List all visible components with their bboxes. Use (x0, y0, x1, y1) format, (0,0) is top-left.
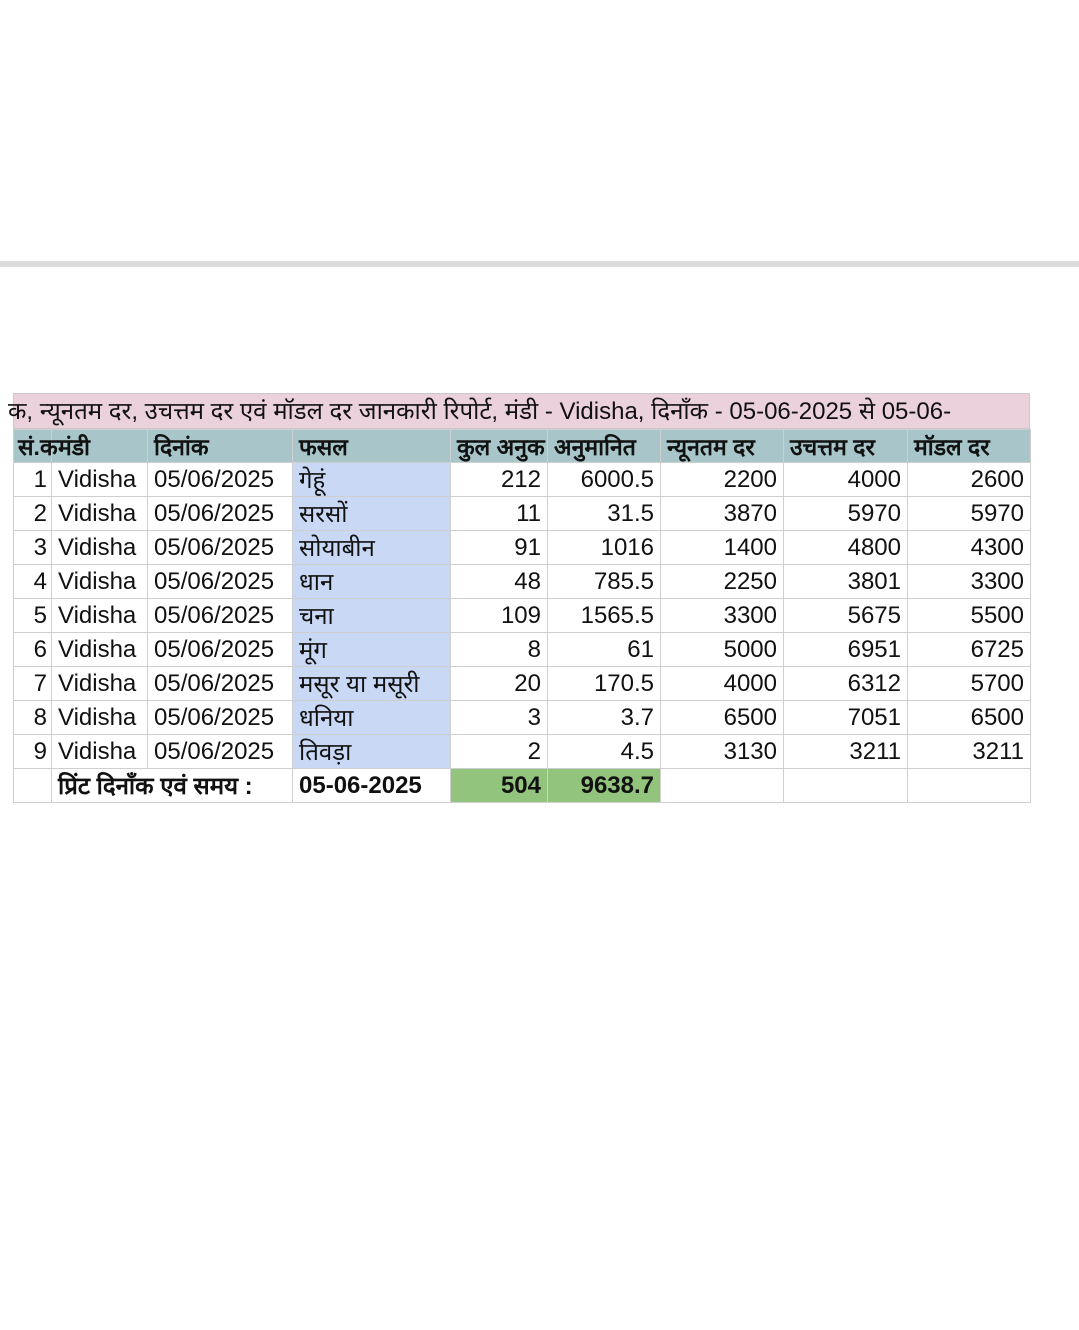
table-cell[interactable]: 1 (14, 463, 52, 497)
header-cell: सं.क (14, 430, 52, 463)
table-cell[interactable]: 3211 (784, 735, 908, 769)
table-cell[interactable]: 91 (451, 531, 548, 565)
table-cell[interactable]: Vidisha (52, 667, 148, 701)
table-cell[interactable]: 6000.5 (548, 463, 661, 497)
table-cell[interactable]: 05/06/2025 (148, 735, 293, 769)
header-cell: दिनांक (148, 430, 293, 463)
table-row (14, 599, 1031, 633)
table-cell[interactable]: 3801 (784, 565, 908, 599)
print-date: 05-06-2025 (293, 769, 451, 803)
table-cell[interactable]: 05/06/2025 (148, 633, 293, 667)
top-divider (0, 261, 1079, 267)
table-cell[interactable]: 05/06/2025 (148, 599, 293, 633)
table-cell[interactable]: 5970 (908, 497, 1031, 531)
table-cell[interactable]: 3 (14, 531, 52, 565)
table-cell[interactable]: धनिया (293, 701, 451, 735)
table-cell[interactable]: 3300 (661, 599, 784, 633)
table-cell[interactable]: 2250 (661, 565, 784, 599)
table-cell[interactable]: 212 (451, 463, 548, 497)
table-cell[interactable]: 4300 (908, 531, 1031, 565)
table-cell[interactable]: 3 (451, 701, 548, 735)
table-cell[interactable]: Vidisha (52, 735, 148, 769)
table-cell[interactable]: 1565.5 (548, 599, 661, 633)
table-cell[interactable]: 3.7 (548, 701, 661, 735)
table-cell[interactable]: Vidisha (52, 463, 148, 497)
header-cell: फसल (293, 430, 451, 463)
footer-empty-cell (908, 769, 1031, 803)
table-cell[interactable]: 3870 (661, 497, 784, 531)
table-cell[interactable]: 05/06/2025 (148, 497, 293, 531)
table-cell[interactable]: 31.5 (548, 497, 661, 531)
table-row (14, 667, 1031, 701)
table-cell[interactable]: 6500 (908, 701, 1031, 735)
table-cell[interactable]: मसूर या मसूरी (293, 667, 451, 701)
table-cell[interactable]: मूंग (293, 633, 451, 667)
table-cell[interactable]: 6 (14, 633, 52, 667)
total-arrivals: 504 (451, 769, 548, 803)
table-row (14, 735, 1031, 769)
table-cell[interactable]: 05/06/2025 (148, 565, 293, 599)
header-cell: अनुमानित (548, 430, 661, 463)
table-row (14, 633, 1031, 667)
table-cell[interactable]: 05/06/2025 (148, 667, 293, 701)
table-cell[interactable]: Vidisha (52, 599, 148, 633)
table-cell[interactable]: Vidisha (52, 531, 148, 565)
header-cell: मॉडल दर (908, 430, 1031, 463)
header-row (14, 430, 1031, 463)
table-row (14, 463, 1031, 497)
table-cell[interactable]: 61 (548, 633, 661, 667)
table-cell[interactable]: 05/06/2025 (148, 701, 293, 735)
report-title: क, न्यूनतम दर, उचत्तम दर एवं मॉडल दर जानकारी रिपोर्ट, मंडी - Vidisha, दिनाँक - 05-06-2025 से 05-06- (13, 393, 1030, 429)
footer-empty-cell (661, 769, 784, 803)
table-cell[interactable]: सोयाबीन (293, 531, 451, 565)
table-cell[interactable]: 6725 (908, 633, 1031, 667)
table-cell[interactable]: 5675 (784, 599, 908, 633)
footer-empty-cell (784, 769, 908, 803)
table-cell[interactable]: 2 (451, 735, 548, 769)
table-cell[interactable]: 7 (14, 667, 52, 701)
table-cell[interactable]: 8 (14, 701, 52, 735)
table-cell[interactable]: 1016 (548, 531, 661, 565)
table-cell[interactable]: 170.5 (548, 667, 661, 701)
table-cell[interactable]: 48 (451, 565, 548, 599)
table-cell[interactable]: Vidisha (52, 497, 148, 531)
table-cell[interactable]: 3300 (908, 565, 1031, 599)
footer-row (14, 769, 1031, 803)
table-cell[interactable]: चना (293, 599, 451, 633)
table-cell[interactable]: 4 (14, 565, 52, 599)
table-row (14, 565, 1031, 599)
table-cell[interactable]: 785.5 (548, 565, 661, 599)
table-cell[interactable]: Vidisha (52, 701, 148, 735)
print-label: प्रिंट दिनाँक एवं समय : (52, 769, 293, 803)
table-cell[interactable]: तिवड़ा (293, 735, 451, 769)
table-cell[interactable]: 3211 (908, 735, 1031, 769)
table-cell[interactable]: धान (293, 565, 451, 599)
table-cell[interactable]: 5500 (908, 599, 1031, 633)
table-row (14, 531, 1031, 565)
table-cell[interactable]: Vidisha (52, 565, 148, 599)
table-cell[interactable]: 5000 (661, 633, 784, 667)
table-cell[interactable]: 4.5 (548, 735, 661, 769)
table-cell[interactable]: 6500 (661, 701, 784, 735)
table-cell[interactable]: गेहूं (293, 463, 451, 497)
header-cell: कुल अनुक (451, 430, 548, 463)
table-cell[interactable]: 7051 (784, 701, 908, 735)
table-cell[interactable]: 2200 (661, 463, 784, 497)
table-cell[interactable]: 20 (451, 667, 548, 701)
table-cell[interactable]: 2600 (908, 463, 1031, 497)
table-cell[interactable]: 05/06/2025 (148, 463, 293, 497)
header-cell: उचत्तम दर (784, 430, 908, 463)
spreadsheet (8, 393, 1030, 803)
table-cell[interactable]: 1400 (661, 531, 784, 565)
table-cell[interactable]: 5970 (784, 497, 908, 531)
table-cell[interactable]: 2 (14, 497, 52, 531)
table-cell[interactable]: 8 (451, 633, 548, 667)
table-cell[interactable]: 4000 (661, 667, 784, 701)
footer-empty-cell (14, 769, 52, 803)
total-estimated: 9638.7 (548, 769, 661, 803)
table-cell[interactable]: 109 (451, 599, 548, 633)
table-cell[interactable]: 3130 (661, 735, 784, 769)
table-cell[interactable]: 11 (451, 497, 548, 531)
table-cell[interactable]: सरसों (293, 497, 451, 531)
header-cell: न्यूनतम दर (661, 430, 784, 463)
table-cell[interactable]: 6951 (784, 633, 908, 667)
header-cell: मंडी (52, 430, 148, 463)
table-row (14, 497, 1031, 531)
table-cell[interactable]: 05/06/2025 (148, 531, 293, 565)
table-cell[interactable]: 6312 (784, 667, 908, 701)
table-cell[interactable]: 9 (14, 735, 52, 769)
table-cell[interactable]: 4000 (784, 463, 908, 497)
table-cell[interactable]: Vidisha (52, 633, 148, 667)
table-cell[interactable]: 4800 (784, 531, 908, 565)
table-cell[interactable]: 5 (14, 599, 52, 633)
table-row (14, 701, 1031, 735)
rates-table (13, 429, 1031, 803)
table-cell[interactable]: 5700 (908, 667, 1031, 701)
